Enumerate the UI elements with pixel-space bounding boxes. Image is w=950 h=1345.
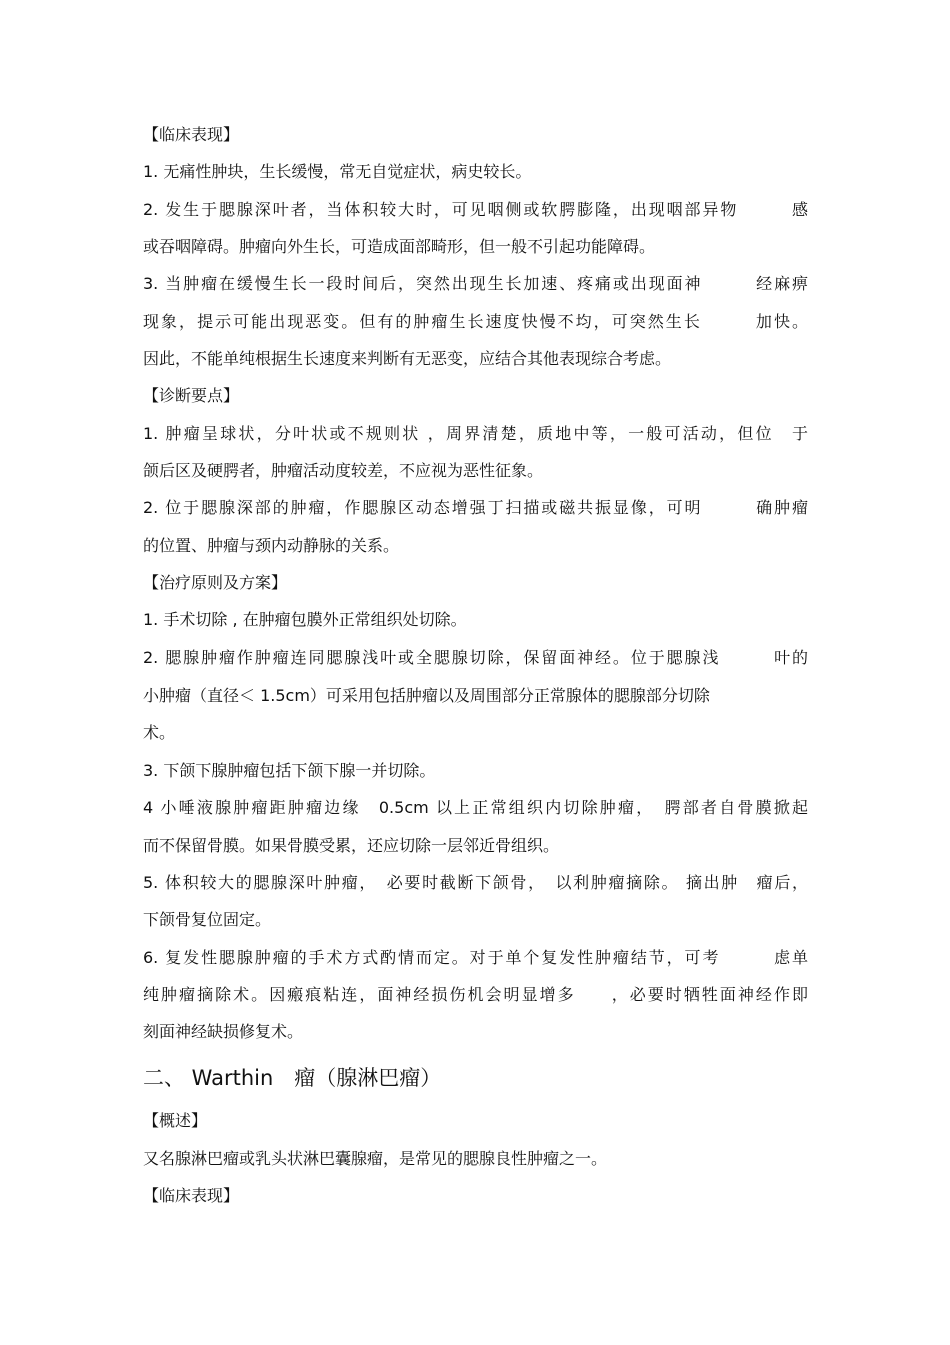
paragraph-line: 1. 无痛性肿块，生长缓慢，常无自觉症状，病史较长。: [143, 162, 532, 181]
paragraph-line: 3. 当肿瘤在缓慢生长一段时间后，突然出现生长加速、疼痛或出现面神 经麻痹: [143, 274, 808, 293]
paragraph-line: 5. 体积较大的腮腺深叶肿瘤， 必要时截断下颌骨， 以利肿瘤摘除。 摘出肿 瘤后，: [143, 873, 808, 892]
paragraph-line: 术。: [143, 723, 176, 742]
paragraph-line: 1. 肿瘤呈球状，分叶状或不规则状 ，周界清楚，质地中等，一般可活动，但位 于: [143, 424, 808, 443]
paragraph-line: 4 小唾液腺肿瘤距肿瘤边缘 0.5cm 以上正常组织内切除肿瘤， 腭部者自骨膜掀起: [143, 798, 808, 817]
paragraph-line: 下颌骨复位固定。: [143, 910, 272, 929]
paragraph-line: 2. 发生于腮腺深叶者，当体积较大时，可见咽侧或软腭膨隆，出现咽部异物 感: [143, 200, 808, 219]
section-heading-overview: 【概述】: [143, 1111, 208, 1130]
section-heading-clinical: 【临床表现】: [143, 125, 240, 144]
chapter-heading: 二、 Warthin 瘤（腺淋巴瘤）: [143, 1066, 442, 1090]
paragraph-line: 的位置、肿瘤与颈内动静脉的关系。: [143, 536, 400, 555]
paragraph-line: 2. 位于腮腺深部的肿瘤，作腮腺区动态增强丁扫描或磁共振显像，可明 确肿瘤: [143, 498, 808, 517]
paragraph-line: 6. 复发性腮腺肿瘤的手术方式酌情而定。对于单个复发性肿瘤结节，可考 虑单: [143, 948, 808, 967]
paragraph-line: 小肿瘤（直径＜ 1.5cm）可采用包括肿瘤以及周围部分正常腺体的腮腺部分切除: [143, 686, 710, 705]
paragraph-line: 2. 腮腺肿瘤作肿瘤连同腮腺浅叶或全腮腺切除，保留面神经。位于腮腺浅 叶的: [143, 648, 808, 667]
paragraph-line: 3. 下颌下腺肿瘤包括下颌下腺一并切除。: [143, 761, 436, 780]
paragraph-line: 又名腺淋巴瘤或乳头状淋巴囊腺瘤，是常见的腮腺良性肿瘤之一。: [143, 1149, 608, 1168]
paragraph-line: 颌后区及硬腭者，肿瘤活动度较差，不应视为恶性征象。: [143, 461, 544, 480]
paragraph-line: 而不保留骨膜。如果骨膜受累，还应切除一层邻近骨组织。: [143, 836, 560, 855]
paragraph-line: 刻面神经缺损修复术。: [143, 1022, 304, 1041]
section-heading-diagnosis: 【诊断要点】: [143, 386, 240, 405]
paragraph-line: 或吞咽障碍。肿瘤向外生长，可造成面部畸形，但一般不引起功能障碍。: [143, 237, 656, 256]
paragraph-line: 1. 手术切除 , 在肿瘤包膜外正常组织处切除。: [143, 610, 467, 629]
paragraph-line: 纯肿瘤摘除术。因瘢痕粘连，面神经损伤机会明显增多 ，必要时牺牲面神经作即: [143, 985, 808, 1004]
paragraph-line: 现象，提示可能出现恶变。但有的肿瘤生长速度快慢不均，可突然生长 加快。: [143, 312, 808, 331]
section-heading-treatment: 【治疗原则及方案】: [143, 573, 288, 592]
section-heading-clinical: 【临床表现】: [143, 1186, 240, 1205]
paragraph-line: 因此，不能单纯根据生长速度来判断有无恶变，应结合其他表现综合考虑。: [143, 349, 672, 368]
